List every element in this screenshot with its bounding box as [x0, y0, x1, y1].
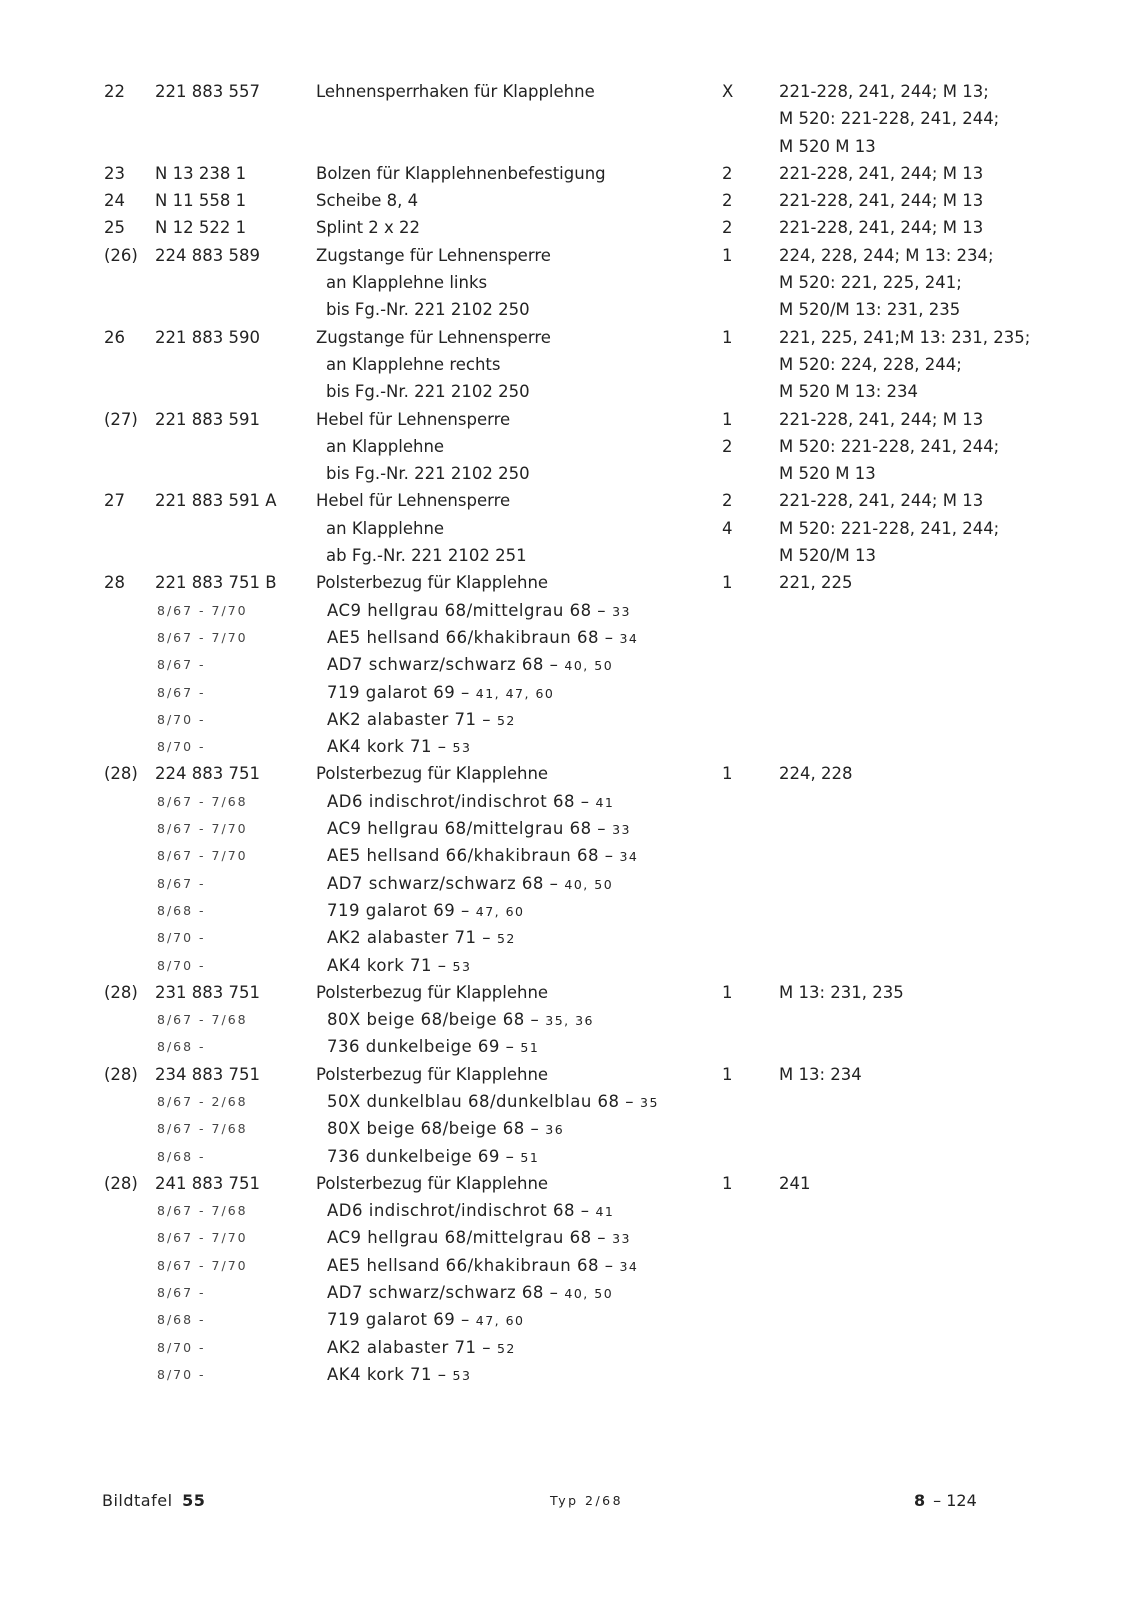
part-description: an Klapplehne [326, 436, 445, 456]
part-row [0, 269, 1142, 296]
part-number: 221 883 591 [155, 409, 260, 429]
variant-illustration-ref: 34 [619, 1258, 639, 1274]
part-number: N 12 522 1 [155, 218, 247, 238]
applicability: 221-228, 241, 244; M 13 [779, 491, 984, 511]
variant-illustration-ref: 33 [612, 1231, 631, 1247]
quantity: 4 [722, 518, 733, 538]
applicability: M 520: 221-228, 241, 244; [779, 518, 1000, 538]
variant-description [327, 788, 614, 816]
variant-description [327, 733, 471, 761]
variant-color-code: AD7 schwarz/schwarz 68 – [327, 655, 559, 675]
position-number: 28 [104, 573, 125, 593]
part-description: Polsterbezug für Klapplehne [316, 982, 549, 1002]
part-description: Zugstange für Lehnensperre [316, 245, 551, 265]
variant-color-code: AD6 indischrot/indischrot 68 – [327, 1201, 590, 1221]
variant-description [327, 870, 613, 898]
variant-description [327, 1306, 525, 1334]
part-description: bis Fg.-Nr. 221 2102 250 [326, 464, 530, 484]
variant-description [327, 1197, 614, 1225]
part-number: 221 883 557 [155, 82, 260, 101]
position-number: (27) [104, 409, 138, 429]
color-variant-row [0, 842, 1142, 869]
part-row [0, 78, 1142, 105]
variant-date-range: 8/67 - 7/68 [157, 1121, 248, 1137]
variant-color-code: AC9 hellgrau 68/mittelgrau 68 – [327, 819, 607, 839]
variant-color-code: AK2 alabaster 71 – [327, 709, 491, 729]
color-variant-row [0, 1033, 1142, 1060]
applicability: 221-228, 241, 244; M 13; [779, 82, 989, 101]
part-row [0, 542, 1142, 569]
color-variant-row [0, 1279, 1142, 1306]
quantity: 1 [722, 1173, 733, 1193]
applicability: 221-228, 241, 244; M 13 [779, 191, 984, 211]
applicability: 224, 228, 244; M 13: 234; [779, 245, 994, 265]
part-description: ab Fg.-Nr. 221 2102 251 [326, 546, 527, 566]
variant-color-code: AC9 hellgrau 68/mittelgrau 68 – [327, 1228, 607, 1248]
variant-illustration-ref: 36 [545, 1122, 565, 1138]
quantity: 1 [722, 245, 733, 265]
variant-date-range: 8/68 - [157, 1039, 206, 1055]
part-description: Scheibe 8, 4 [316, 191, 419, 211]
variant-color-code: AD7 schwarz/schwarz 68 – [327, 1283, 559, 1303]
quantity: X [722, 82, 734, 101]
footer-type: Typ 2/68 [550, 1493, 624, 1508]
variant-date-range: 8/67 - 7/70 [157, 1257, 248, 1273]
variant-description [327, 1334, 516, 1362]
variant-date-range: 8/67 - [157, 684, 206, 700]
variant-illustration-ref: 40, 50 [564, 1286, 614, 1302]
color-variant-row [0, 1115, 1142, 1142]
part-description: Polsterbezug für Klapplehne [316, 1173, 549, 1193]
variant-illustration-ref: 40, 50 [564, 658, 614, 674]
variant-date-range: 8/67 - 7/70 [157, 1230, 248, 1246]
variant-description [327, 1252, 638, 1280]
variant-description [327, 1143, 539, 1171]
variant-color-code: AD6 indischrot/indischrot 68 – [327, 791, 590, 811]
variant-description [327, 651, 613, 679]
variant-date-range: 8/67 - 7/68 [157, 1012, 248, 1028]
variant-date-range: 8/68 - [157, 1312, 206, 1328]
variant-color-code: AE5 hellsand 66/khakibraun 68 – [327, 1255, 614, 1275]
variant-description [327, 624, 638, 652]
applicability: M 520: 221-228, 241, 244; [779, 109, 1000, 129]
footer-plate-number: 55 [182, 1491, 206, 1510]
applicability: 221, 225 [779, 573, 853, 593]
applicability: 224, 228 [779, 764, 853, 784]
color-variant-row [0, 952, 1142, 979]
part-description: an Klapplehne rechts [326, 354, 501, 374]
variant-description [327, 1224, 631, 1252]
position-number: 26 [104, 327, 125, 347]
applicability: 221-228, 241, 244; M 13 [779, 218, 984, 238]
quantity: 2 [722, 163, 733, 183]
applicability: M 13: 231, 235 [779, 982, 904, 1002]
footer-page [914, 1490, 977, 1512]
part-description: Zugstange für Lehnensperre [316, 327, 551, 347]
variant-date-range: 8/70 - [157, 739, 206, 755]
applicability: M 520/M 13 [779, 546, 877, 566]
quantity: 2 [722, 218, 733, 238]
parts-list [0, 78, 1142, 1388]
variant-illustration-ref: 52 [496, 1340, 516, 1356]
quantity: 1 [722, 327, 733, 347]
variant-illustration-ref: 53 [452, 958, 472, 974]
variant-date-range: 8/68 - [157, 902, 206, 918]
color-variant-row [0, 706, 1142, 733]
variant-description [327, 952, 471, 980]
color-variant-row [0, 651, 1142, 678]
applicability: 241 [779, 1173, 811, 1193]
color-variant-row [0, 733, 1142, 760]
part-row [0, 214, 1142, 241]
variant-description [327, 1088, 659, 1116]
applicability: M 520/M 13: 231, 235 [779, 300, 961, 320]
variant-illustration-ref: 40, 50 [564, 876, 614, 892]
variant-color-code: AK4 kork 71 – [327, 955, 447, 975]
variant-illustration-ref: 53 [452, 740, 472, 756]
variant-date-range: 8/67 - [157, 657, 206, 673]
variant-date-range: 8/70 - [157, 711, 206, 727]
variant-illustration-ref: 41 [595, 1204, 615, 1220]
position-number: (28) [104, 982, 138, 1002]
footer-plate [102, 1490, 205, 1512]
color-variant-row [0, 1088, 1142, 1115]
part-description: Bolzen für Klapplehnenbefestigung [316, 163, 606, 183]
color-variant-row [0, 924, 1142, 951]
part-row [0, 433, 1142, 460]
variant-color-code: 80X beige 68/beige 68 – [327, 1119, 540, 1139]
position-number: (28) [104, 1064, 138, 1084]
part-row [0, 133, 1142, 160]
footer-page-number: – 124 [933, 1491, 977, 1510]
part-number: 221 883 590 [155, 327, 260, 347]
footer-section: 8 [914, 1491, 926, 1510]
color-variant-row [0, 1252, 1142, 1279]
variant-description [327, 897, 525, 925]
variant-illustration-ref: 53 [452, 1367, 472, 1383]
variant-date-range: 8/67 - 7/70 [157, 602, 248, 618]
footer-label: Bildtafel [102, 1491, 173, 1510]
part-row [0, 351, 1142, 378]
variant-description [327, 1115, 564, 1143]
quantity: 1 [722, 409, 733, 429]
quantity: 2 [722, 191, 733, 211]
variant-color-code: AK4 kork 71 – [327, 737, 447, 757]
applicability: M 13: 234 [779, 1064, 862, 1084]
part-row [0, 324, 1142, 351]
position-number: 25 [104, 218, 125, 238]
part-number: 224 883 589 [155, 245, 260, 265]
color-variant-row [0, 624, 1142, 651]
variant-date-range: 8/67 - 7/68 [157, 793, 248, 809]
variant-illustration-ref: 34 [619, 630, 639, 646]
part-number: 221 883 591 A [155, 491, 277, 511]
variant-date-range: 8/70 - [157, 930, 206, 946]
part-row [0, 160, 1142, 187]
variant-description [327, 597, 631, 625]
variant-description [327, 1279, 613, 1307]
part-row [0, 1170, 1142, 1197]
variant-color-code: 736 dunkelbeige 69 – [327, 1037, 515, 1057]
part-row [0, 569, 1142, 596]
part-row [0, 1061, 1142, 1088]
position-number: (28) [104, 764, 138, 784]
variant-color-code: AC9 hellgrau 68/mittelgrau 68 – [327, 600, 607, 620]
part-description: Polsterbezug für Klapplehne [316, 764, 549, 784]
position-number: 24 [104, 191, 125, 211]
part-description: Hebel für Lehnensperre [316, 491, 511, 511]
part-row [0, 242, 1142, 269]
variant-date-range: 8/67 - 7/70 [157, 848, 248, 864]
variant-date-range: 8/67 - 2/68 [157, 1093, 248, 1109]
variant-illustration-ref: 34 [619, 849, 639, 865]
variant-description [327, 706, 516, 734]
variant-description [327, 1006, 594, 1034]
variant-date-range: 8/67 - 7/70 [157, 821, 248, 837]
position-number: (26) [104, 245, 138, 265]
variant-illustration-ref: 41 [595, 794, 615, 810]
position-number: 27 [104, 491, 125, 511]
variant-color-code: AK2 alabaster 71 – [327, 1337, 491, 1357]
variant-date-range: 8/67 - [157, 1285, 206, 1301]
variant-illustration-ref: 47, 60 [475, 1313, 525, 1329]
variant-illustration-ref: 35, 36 [545, 1013, 595, 1029]
applicability: M 520 M 13 [779, 136, 876, 156]
variant-description [327, 815, 631, 843]
variant-illustration-ref: 51 [520, 1040, 540, 1056]
part-description: an Klapplehne [326, 518, 445, 538]
part-number: 241 883 751 [155, 1173, 260, 1193]
variant-color-code: AE5 hellsand 66/khakibraun 68 – [327, 846, 614, 866]
quantity: 1 [722, 573, 733, 593]
variant-date-range: 8/70 - [157, 1339, 206, 1355]
variant-color-code: AK4 kork 71 – [327, 1364, 447, 1384]
part-row [0, 515, 1142, 542]
color-variant-row [0, 1197, 1142, 1224]
part-number: N 13 238 1 [155, 163, 247, 183]
part-description: bis Fg.-Nr. 221 2102 250 [326, 382, 530, 402]
variant-date-range: 8/67 - 7/68 [157, 1203, 248, 1219]
part-row [0, 296, 1142, 323]
variant-illustration-ref: 41, 47, 60 [475, 685, 555, 701]
quantity: 2 [722, 491, 733, 511]
part-row [0, 105, 1142, 132]
color-variant-row [0, 597, 1142, 624]
variant-color-code: 736 dunkelbeige 69 – [327, 1146, 515, 1166]
variant-color-code: AD7 schwarz/schwarz 68 – [327, 873, 559, 893]
part-row [0, 378, 1142, 405]
variant-illustration-ref: 52 [496, 712, 516, 728]
variant-color-code: AE5 hellsand 66/khakibraun 68 – [327, 627, 614, 647]
color-variant-row [0, 788, 1142, 815]
variant-description [327, 842, 638, 870]
part-description: Polsterbezug für Klapplehne [316, 1064, 549, 1084]
color-variant-row [0, 815, 1142, 842]
variant-illustration-ref: 35 [640, 1094, 659, 1110]
variant-color-code: AK2 alabaster 71 – [327, 928, 491, 948]
color-variant-row [0, 1334, 1142, 1361]
variant-description [327, 679, 554, 707]
color-variant-row [0, 870, 1142, 897]
part-description: an Klapplehne links [326, 273, 488, 293]
color-variant-row [0, 679, 1142, 706]
part-number: N 11 558 1 [155, 191, 247, 211]
part-description: Hebel für Lehnensperre [316, 409, 511, 429]
part-description: bis Fg.-Nr. 221 2102 250 [326, 300, 530, 320]
color-variant-row [0, 1306, 1142, 1333]
part-row [0, 460, 1142, 487]
part-row [0, 979, 1142, 1006]
part-description: Splint 2 x 22 [316, 218, 421, 238]
variant-description [327, 924, 516, 952]
part-row [0, 187, 1142, 214]
variant-description [327, 1033, 539, 1061]
part-number: 234 883 751 [155, 1064, 260, 1084]
applicability: M 520: 221-228, 241, 244; [779, 436, 1000, 456]
part-row [0, 760, 1142, 787]
applicability: M 520: 221, 225, 241; [779, 273, 962, 293]
position-number: 23 [104, 163, 125, 183]
position-number: (28) [104, 1173, 138, 1193]
color-variant-row [0, 1006, 1142, 1033]
color-variant-row [0, 1224, 1142, 1251]
part-row [0, 487, 1142, 514]
quantity: 2 [722, 436, 733, 456]
variant-date-range: 8/70 - [157, 957, 206, 973]
part-number: 221 883 751 B [155, 573, 277, 593]
variant-color-code: 719 galarot 69 – [327, 682, 470, 702]
applicability: 221, 225, 241;M 13: 231, 235; [779, 327, 1031, 347]
applicability: M 520: 224, 228, 244; [779, 354, 962, 374]
variant-color-code: 719 galarot 69 – [327, 1310, 470, 1330]
part-number: 231 883 751 [155, 982, 260, 1002]
variant-date-range: 8/68 - [157, 1148, 206, 1164]
variant-description [327, 1361, 471, 1389]
part-number: 224 883 751 [155, 764, 260, 784]
applicability: M 520 M 13: 234 [779, 382, 918, 402]
variant-illustration-ref: 51 [520, 1149, 540, 1165]
quantity: 1 [722, 764, 733, 784]
variant-date-range: 8/67 - [157, 875, 206, 891]
applicability: 221-228, 241, 244; M 13 [779, 163, 984, 183]
part-description: Lehnensperrhaken für Klapplehne [316, 82, 595, 101]
color-variant-row [0, 897, 1142, 924]
variant-illustration-ref: 52 [496, 931, 516, 947]
quantity: 1 [722, 1064, 733, 1084]
variant-illustration-ref: 33 [612, 603, 631, 619]
applicability: M 520 M 13 [779, 464, 876, 484]
variant-illustration-ref: 33 [612, 822, 631, 838]
color-variant-row [0, 1143, 1142, 1170]
applicability: 221-228, 241, 244; M 13 [779, 409, 984, 429]
part-description: Polsterbezug für Klapplehne [316, 573, 549, 593]
quantity: 1 [722, 982, 733, 1002]
part-row [0, 406, 1142, 433]
position-number: 22 [104, 82, 125, 101]
variant-color-code: 50X dunkelblau 68/dunkelblau 68 – [327, 1091, 635, 1111]
variant-date-range: 8/67 - 7/70 [157, 629, 248, 645]
variant-color-code: 80X beige 68/beige 68 – [327, 1010, 540, 1030]
variant-date-range: 8/70 - [157, 1366, 206, 1382]
variant-color-code: 719 galarot 69 – [327, 900, 470, 920]
color-variant-row [0, 1361, 1142, 1388]
variant-illustration-ref: 47, 60 [475, 903, 525, 919]
